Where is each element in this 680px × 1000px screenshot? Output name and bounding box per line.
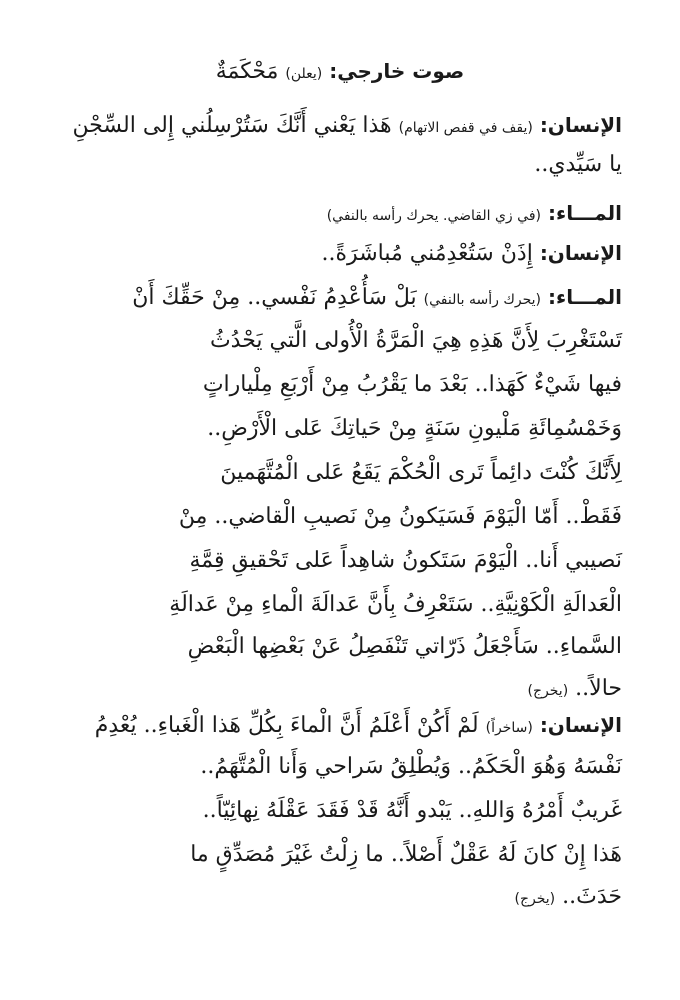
block4-line8 [0, 590, 622, 620]
block4-text-1: بَلْ سَأُعْدِمُ نَفْسي.. مِنْ حَقِّكَ أَنْ [132, 285, 417, 310]
block4-text-3: فيها شَيْءٌ كَهَذا.. بَعْدَ ما يَقْرُبُ مِنْ أَرْبَعِ مِلْياراتٍ [202, 372, 622, 397]
block4-text-5: لِأَنَّكَ كُنْتَ دائِماً تَرى الْحُكْمَ يَقَعُ عَلى الْمُتَّهَمينَ [220, 460, 622, 485]
block3-line [0, 238, 622, 269]
block5-line2 [0, 752, 622, 782]
block4-text-10: حالاً.. [575, 676, 622, 701]
block5-exit-direction: (يخرج) [514, 891, 556, 907]
block4-text-9: السَّماءِ.. سَأَجْعَلُ ذَرّاتي تَنْفَصِلُ عَنْ بَعْضِها الْبَعْضِ [187, 634, 622, 659]
block4-line3 [0, 370, 622, 400]
block5-text-1: لَمْ أَكُنْ أَعْلَمُ أَنَّ الْماءَ بِكُلِّ هَذا الْغَباءِ.. يُعْدِمُ [94, 713, 479, 738]
block1-text-1: هَذا يَعْني أَنَّكَ سَتُرْسِلُني إِلى السِّجْنِ [72, 113, 392, 138]
block4-line4 [0, 414, 622, 444]
block1-line1 [0, 110, 622, 143]
block5-direction: (ساخراً) [485, 720, 533, 736]
block4-line6 [0, 502, 622, 532]
block5-line4 [0, 840, 622, 870]
block4-text-8: الْعَدالَةِ الْكَوْنِيَّةِ.. سَتَعْرِفُ بِأَنَّ عَدالَةَ الْماءِ مِنْ عَدالَةِ [169, 592, 622, 617]
block1-speaker: الإنسان: [539, 113, 622, 137]
block4-line5 [0, 458, 622, 488]
block4-direction: (يحرك رأسه بالنفي) [423, 292, 541, 308]
block5-text-2: نَفْسَهُ وَهُوَ الْحَكَمُ.. وَيُطْلِقُ سَراحي وَأَنا الْمُتَّهَمُ.. [200, 754, 622, 779]
block1-text-2: يا سَيِّدي.. [534, 152, 622, 177]
block4-exit-direction: (يخرج) [527, 683, 569, 699]
block5-line1 [0, 710, 622, 743]
block4-line7 [0, 546, 622, 576]
block4-line10 [0, 674, 622, 706]
heading-speaker: صوت خارجي: [329, 59, 465, 83]
block1-line2 [0, 150, 622, 180]
block5-text-5: حَدَثَ.. [562, 884, 622, 909]
block3-speaker: الإنسان: [539, 241, 622, 265]
block5-text-3: غَريبٌ أَمْرُهُ وَاللهِ.. يَبْدو أَنَّهُ قَدْ فَقَدَ عَقْلَهُ نِهائِيّاً.. [202, 798, 622, 823]
block2-line [0, 198, 622, 231]
block4-text-6: فَقَطْ.. أَمّا الْيَوْمَ فَسَيَكونُ مِنْ نَصيبِ الْقاضي.. مِنْ [178, 504, 622, 529]
block4-text-2: تَسْتَغْرِبَ لِأَنَّ هَذِهِ هِيَ الْمَرَّةُ الْأُولى الَّتي يَحْدُثُ [209, 328, 622, 353]
block2-speaker: المـــاء: [547, 201, 622, 225]
block5-line3 [0, 796, 622, 826]
block4-speaker: المـــاء: [547, 285, 622, 309]
block1-direction: (يقف في قفص الاتهام) [398, 120, 533, 136]
block5-speaker: الإنسان: [539, 713, 622, 737]
block4-text-7: نَصيبي أَنا.. الْيَوْمَ سَتَكونُ شاهِداً عَلى تَحْقيقِ قِمَّةِ [189, 548, 622, 573]
block3-text: إِذَنْ سَتُعْدِمُني مُباشَرَةً.. [321, 241, 533, 266]
heading-line [0, 56, 680, 89]
block4-line1 [0, 282, 622, 315]
heading-text: مَحْكَمَةٌ [215, 59, 279, 84]
block4-line9 [0, 632, 622, 662]
block4-line2 [0, 326, 622, 356]
block4-text-4: وَخَمْسُمِائَةِ مَلْيونِ سَنَةٍ مِنْ حَياتِكَ عَلى الْأَرْضِ.. [207, 416, 622, 441]
block5-line5 [0, 882, 622, 914]
block5-text-4: هَذا إِنْ كانَ لَهُ عَقْلٌ أَصْلاً.. ما زِلْتُ غَيْرَ مُصَدِّقٍ ما [190, 842, 622, 867]
block2-direction: (في زي القاضي. يحرك رأسه بالنفي) [326, 208, 541, 224]
heading-direction: (يعلن) [285, 66, 323, 82]
